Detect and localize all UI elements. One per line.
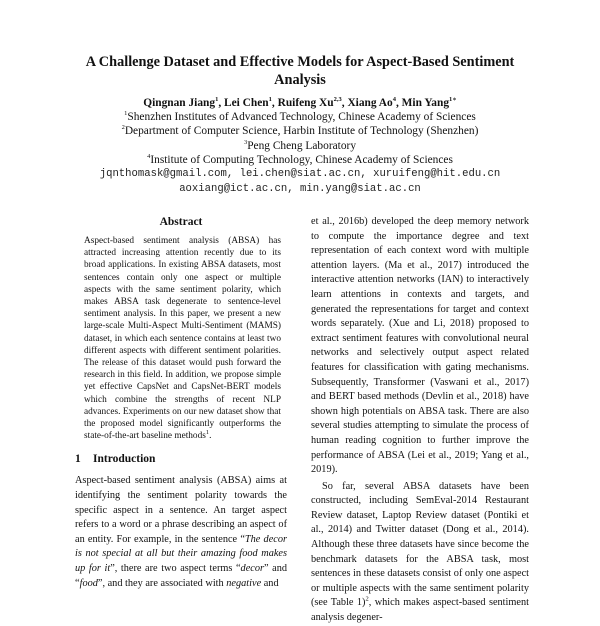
left-column bbox=[75, 215, 287, 591]
author-affil-mark: 1 bbox=[215, 96, 219, 104]
affiliation-text: Department of Computer Science, Harbin Institute of Technology (Shenzhen) bbox=[124, 125, 479, 138]
polarity-term: negative bbox=[226, 577, 262, 589]
affiliation bbox=[40, 139, 560, 153]
author-affil-mark: 1 bbox=[268, 96, 272, 104]
text-run: ” and “ bbox=[75, 563, 288, 589]
body-paragraph bbox=[311, 480, 529, 626]
affiliation bbox=[40, 124, 560, 138]
aspect-term: decor bbox=[240, 563, 264, 575]
body-paragraph: et al., 2016b) developed the deep memory network to compute the importance degree and text representation of each context word with multiple attention layers. (Ma et al., 2017) introduced the interactive attention networks (IAN) to interactively learn attentions in contexts and targets, and generated the representations for target and context words separately. (Xue and Li, 2018) proposed to extract sentiment features with convolutional neural networks and selectively output aspect related features for classification with gating mechanisms. Subsequently, Transformer (Vaswani et al., 2017) and BERT based methods (Devlin et al., 2018) have shown high potentials on ABSA task. There are also several studies attempting to simulate the process of human reading cognition to further improve the performance of ABSA (Lei et al., 2019; Yang et al., 2019). bbox=[311, 216, 529, 476]
paper-title: A Challenge Dataset and Effective Models for Aspect-Based Sentiment Analysis bbox=[85, 54, 515, 88]
affiliation bbox=[40, 153, 560, 167]
text-run: ”, there are two aspect terms “ bbox=[110, 563, 241, 575]
affiliation-mark: 4 bbox=[147, 153, 151, 161]
affiliation-text: Institute of Computing Technology, Chinese Academy of Sciences bbox=[150, 153, 453, 166]
author-block bbox=[40, 96, 560, 167]
affiliation-text: Shenzhen Institutes of Advanced Technology, Chinese Academy of Sciences bbox=[127, 111, 476, 124]
abstract-heading: Abstract bbox=[159, 216, 203, 228]
affiliation bbox=[40, 110, 560, 124]
example-sentence: The decor is not special at all but their amazing food makes up for it bbox=[75, 533, 287, 575]
footnote-mark: 2 bbox=[365, 596, 369, 604]
footnote-mark: 1 bbox=[205, 429, 210, 437]
affiliation-mark: 3 bbox=[243, 138, 248, 146]
email-line: jqnthomask@gmail.com, lei.chen@siat.ac.cn, xuruifeng@hit.edu.cn bbox=[99, 168, 501, 180]
email-block bbox=[40, 167, 560, 198]
text-run: Aspect-based sentiment analysis (ABSA) aims at identifying the sentiment polarity towards the specific aspect in a sentence. An target aspect refers to a word or a phrase describing an aspect of an entity. For example, in the sentence “ bbox=[75, 475, 287, 545]
text-run: , which makes aspect-based sentiment analysis degener- bbox=[311, 597, 529, 624]
author-affil-mark: 2,3 bbox=[333, 96, 342, 104]
abstract-text: Aspect-based sentiment analysis (ABSA) has attracted increasing attention recently due to its broad applications. In existing ABSA datasets, most sentences contain only one aspect or multiple aspects with the same sentiment polarity, which makes ABSA task degenerate to sentence-level sentiment analysis. In this paper, we present a new large-scale Multi-Aspect Multi-Sentiment (MAMS) dataset, in which each sentence contains at least two different aspects with different sentiment polarities. The release of this dataset would push forward the research in this field. In addition, we propose simple yet effective CapsNet and CapsNet-BERT models which combine the strengths of recent NLP advances. Experiments on our new dataset show that the proposed model significantly outperforms the state-of-the-art baseline methods$^1$. bbox=[84, 236, 281, 442]
right-column bbox=[311, 215, 529, 626]
email-line: aoxiang@ict.ac.cn, min.yang@siat.ac.cn bbox=[179, 183, 421, 196]
affiliation-mark: 1 bbox=[124, 110, 128, 118]
text-run: So far, several ABSA datasets have been constructed, including SemEval-2014 Restaurant Review dataset, Laptop Review dataset (Pontiki et al., 2014) and Twitter dataset (Dong et al., 2014). Although these three datasets have since become the benchmark datasets for the ABSA task, most sentences in these datasets consist of only one aspect or multiple aspects with the same sentiment polarity (see Table 1) bbox=[311, 480, 529, 609]
author-name: Xiang Ao bbox=[347, 97, 393, 109]
section-heading-introduction bbox=[75, 452, 287, 466]
author-name: Qingnan Jiang bbox=[143, 97, 216, 109]
author-list: Qingnan Jiang$^1$, Lei Chen$^1$, Ruifeng Xu$^{2,3}$, Xiang Ao$^4$, Min Yang$^{1∗}$ bbox=[143, 96, 457, 109]
text-run: ”, and they are associated with bbox=[97, 577, 227, 589]
abstract-body: Aspect-based sentiment analysis (ABSA) has attracted increasing attention recently due to its broad applications. In existing ABSA datasets, most sentences contain only one aspect or multiple aspects with the same sentiment polarity, which makes ABSA task degenerate to sentence-level sentiment analysis. In this paper, we present a new large-scale Multi-Aspect Multi-Sentiment (MAMS) dataset, in which each sentence contains at least two different aspects with different sentiment polarities. The release of this dataset would push forward the research in this field. In addition, we propose simple yet effective CapsNet and CapsNet-BERT models which combine the strengths of recent NLP advances. Experiments on our new dataset show that the proposed model significantly outperforms the state-of-the-art baseline methods bbox=[84, 236, 281, 442]
text-run: and bbox=[261, 577, 279, 589]
aspect-term: food bbox=[79, 577, 98, 589]
author-name: Lei Chen bbox=[224, 97, 269, 109]
author-name: Min Yang bbox=[401, 97, 450, 109]
author-affil-mark: 4 bbox=[392, 96, 396, 104]
section-title: Introduction bbox=[93, 453, 156, 466]
intro-paragraph bbox=[75, 474, 287, 591]
section-number: 1 bbox=[75, 453, 81, 466]
author-affil-mark: 1∗ bbox=[449, 96, 457, 104]
affiliation-text: Peng Cheng Laboratory bbox=[247, 139, 357, 152]
author-name: Ruifeng Xu bbox=[277, 97, 334, 109]
affiliation-mark: 2 bbox=[121, 124, 125, 132]
